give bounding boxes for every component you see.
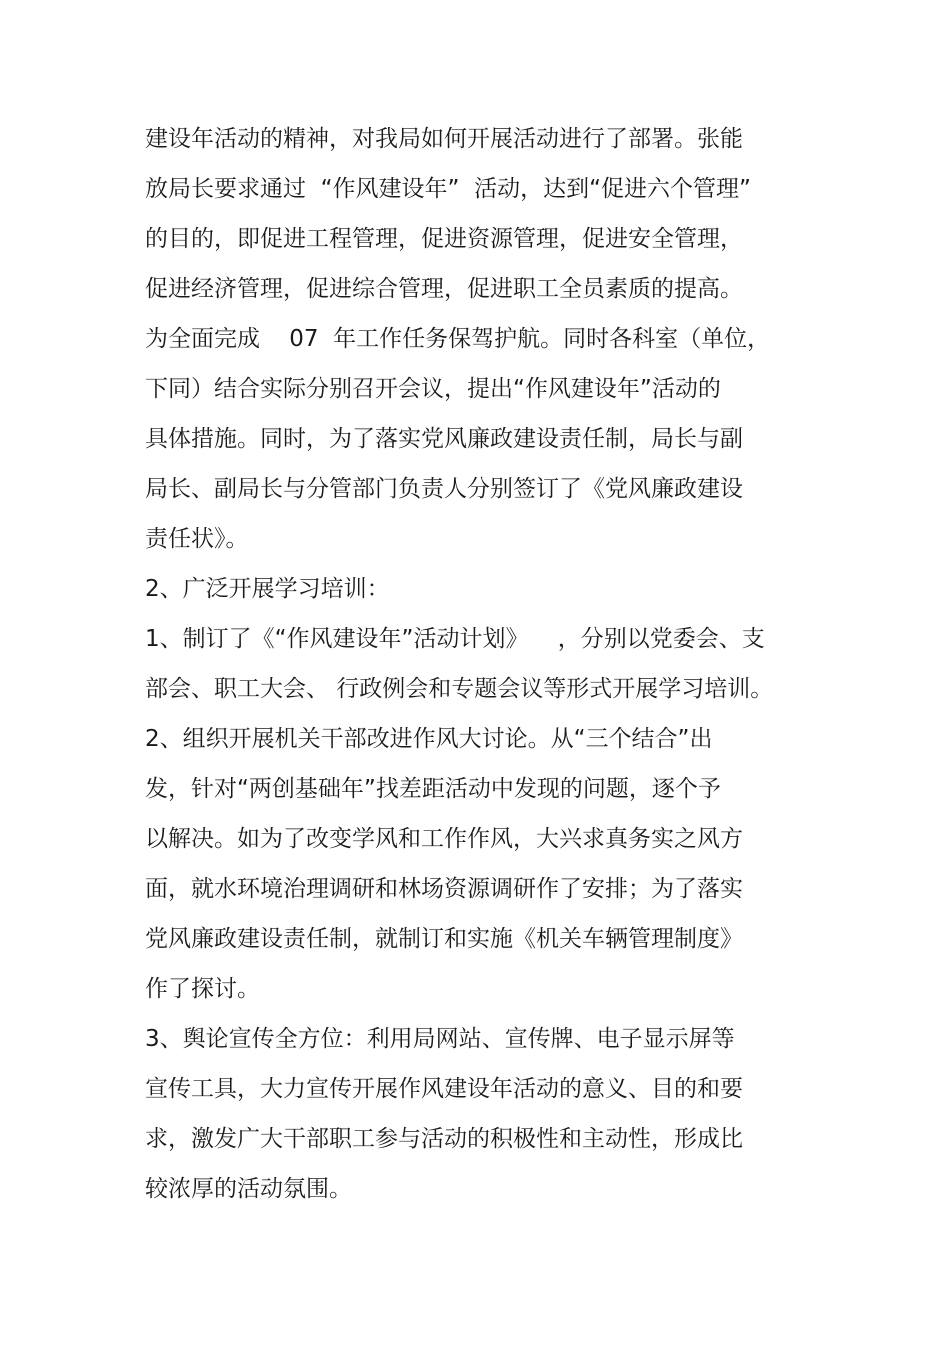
text-line: 党风廉政建设责任制，就制订和实施《机关车辆管理制度》	[145, 926, 743, 952]
text-line: 2、组织开展机关干部改进作风大讨论。从“三个结合”出	[145, 726, 713, 752]
text-line: 宣传工具，大力宣传开展作风建设年活动的意义、目的和要	[145, 1076, 743, 1102]
text-line: 面，就水环境治理调研和林场资源调研作了安排；为了落实	[145, 876, 743, 902]
text-line: 促进经济管理，促进综合管理，促进职工全员素质的提高。	[145, 276, 743, 302]
text-line: 下同）结合实际分别召开会议，提出“作风建设年”活动的	[145, 376, 721, 402]
text-line: 较浓厚的活动氛围。	[145, 1176, 352, 1202]
text-line: 为全面完成 07 年工作任务保驾护航。同时各科室（单位，	[145, 326, 771, 352]
text-line: 1、制订了《“作风建设年”活动计划》 ，分别以党委会、支	[145, 626, 765, 652]
text-line: 部会、职工大会、 行政例会和专题会议等形式开展学习培训。	[145, 676, 774, 702]
text-line: 3、舆论宣传全方位：利用局网站、宣传牌、电子显示屏等	[145, 1026, 735, 1052]
text-line: 具体措施。同时，为了落实党风廉政建设责任制，局长与副	[145, 426, 743, 452]
text-line: 责任状》。	[145, 526, 249, 552]
text-line: 以解决。如为了改变学风和工作作风，大兴求真务实之风方	[145, 826, 743, 852]
text-line: 发，针对“两创基础年”找差距活动中发现的问题，逐个予	[145, 776, 721, 802]
section-heading: 2、广泛开展学习培训：	[145, 576, 390, 602]
text-line: 放局长要求通过 “作风建设年” 活动，达到“促进六个管理”	[145, 176, 751, 202]
text-line: 的目的，即促进工程管理，促进资源管理，促进安全管理，	[145, 226, 743, 252]
text-line: 求，激发广大干部职工参与活动的积极性和主动性，形成比	[145, 1126, 743, 1152]
text-line: 局长、副局长与分管部门负责人分别签订了《党风廉政建设	[145, 476, 743, 502]
text-line: 建设年活动的精神，对我局如何开展活动进行了部署。张能	[145, 126, 743, 152]
text-line: 作了探讨。	[145, 976, 260, 1002]
